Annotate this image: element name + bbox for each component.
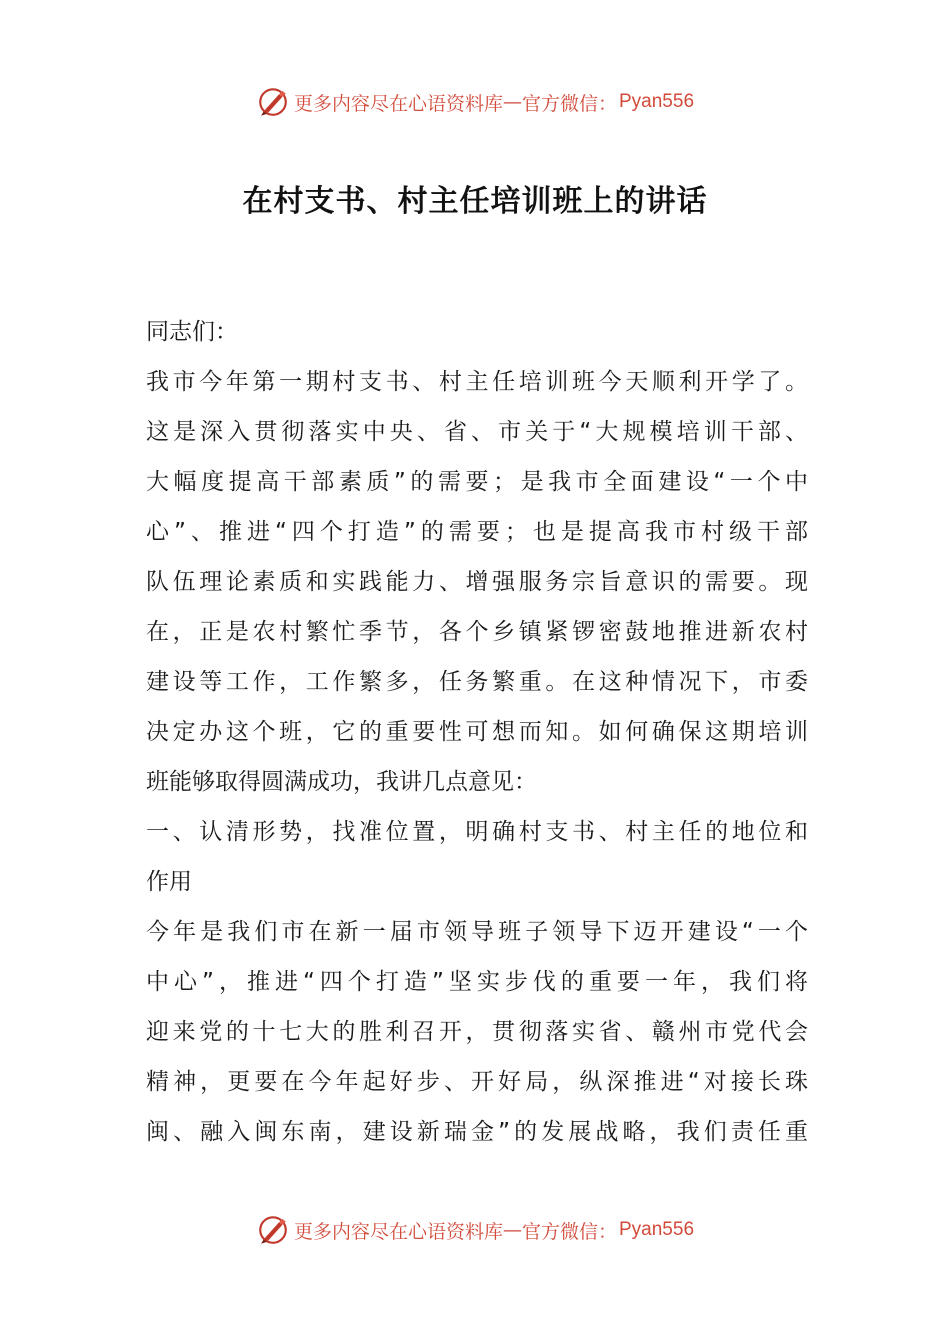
text-line: 一、认清形势，找准位置，明确村支书、村主任的地位和 (146, 819, 808, 845)
text-line: 今年是我们市在新一届市领导班子领导下迈开建设“一个 (146, 919, 808, 945)
text-line: 大幅度提高干部素质”的需要；是我市全面建设“一个中 (146, 469, 808, 495)
watermark-separator: — (502, 91, 522, 113)
document-body (146, 307, 808, 1157)
text-line: 同志们： (146, 319, 238, 345)
text-line: 班能够取得圆满成功，我讲几点意见： (146, 769, 537, 795)
pen-logo-icon (256, 1213, 290, 1247)
watermark-wechat-id: Pyan556 (619, 91, 695, 112)
watermark-contact: 官方微信： (521, 1220, 617, 1243)
pen-logo-icon (256, 85, 290, 119)
text-line: 精神，更要在今年起好步、开好局，纵深推进“对接长珠 (146, 1069, 808, 1095)
text-line: 在，正是农村繁忙季节，各个乡镇紧锣密鼓地推进新农村 (146, 619, 808, 645)
watermark-text: 更多内容尽在心语资料库 (293, 1220, 503, 1243)
watermark-banner-bottom (0, 1210, 950, 1250)
text-line: 我市今年第一期村支书、村主任培训班今天顺利开学了。 (146, 369, 808, 395)
text-line: 队伍理论素质和实践能力、增强服务宗旨意识的需要。现 (146, 569, 808, 595)
text-line: 迎来党的十七大的胜利召开，贯彻落实省、赣州市党代会 (146, 1019, 808, 1045)
watermark-text: 更多内容尽在心语资料库 (293, 92, 503, 115)
watermark-wechat-id: Pyan556 (619, 1219, 695, 1240)
text-line: 建设等工作，工作繁多，任务繁重。在这种情况下，市委 (146, 669, 808, 695)
watermark-contact: 官方微信： (521, 92, 617, 115)
text-line: 决定办这个班，它的重要性可想而知。如何确保这期培训 (146, 719, 808, 745)
text-line: 作用 (146, 869, 192, 895)
text-line: 中心”，推进“四个打造”坚实步伐的重要一年，我们将 (146, 969, 808, 995)
document-title: 在村支书、村主任培训班上的讲话 (242, 184, 708, 219)
text-line: 心”、推进“四个打造”的需要；也是提高我市村级干部 (146, 519, 808, 545)
watermark-banner-top (0, 82, 950, 122)
text-line: 闽、融入闽东南，建设新瑞金”的发展战略，我们责任重 (146, 1119, 808, 1145)
text-line: 这是深入贯彻落实中央、省、市关于“大规模培训干部、 (146, 419, 808, 445)
watermark-separator: — (502, 1219, 522, 1241)
